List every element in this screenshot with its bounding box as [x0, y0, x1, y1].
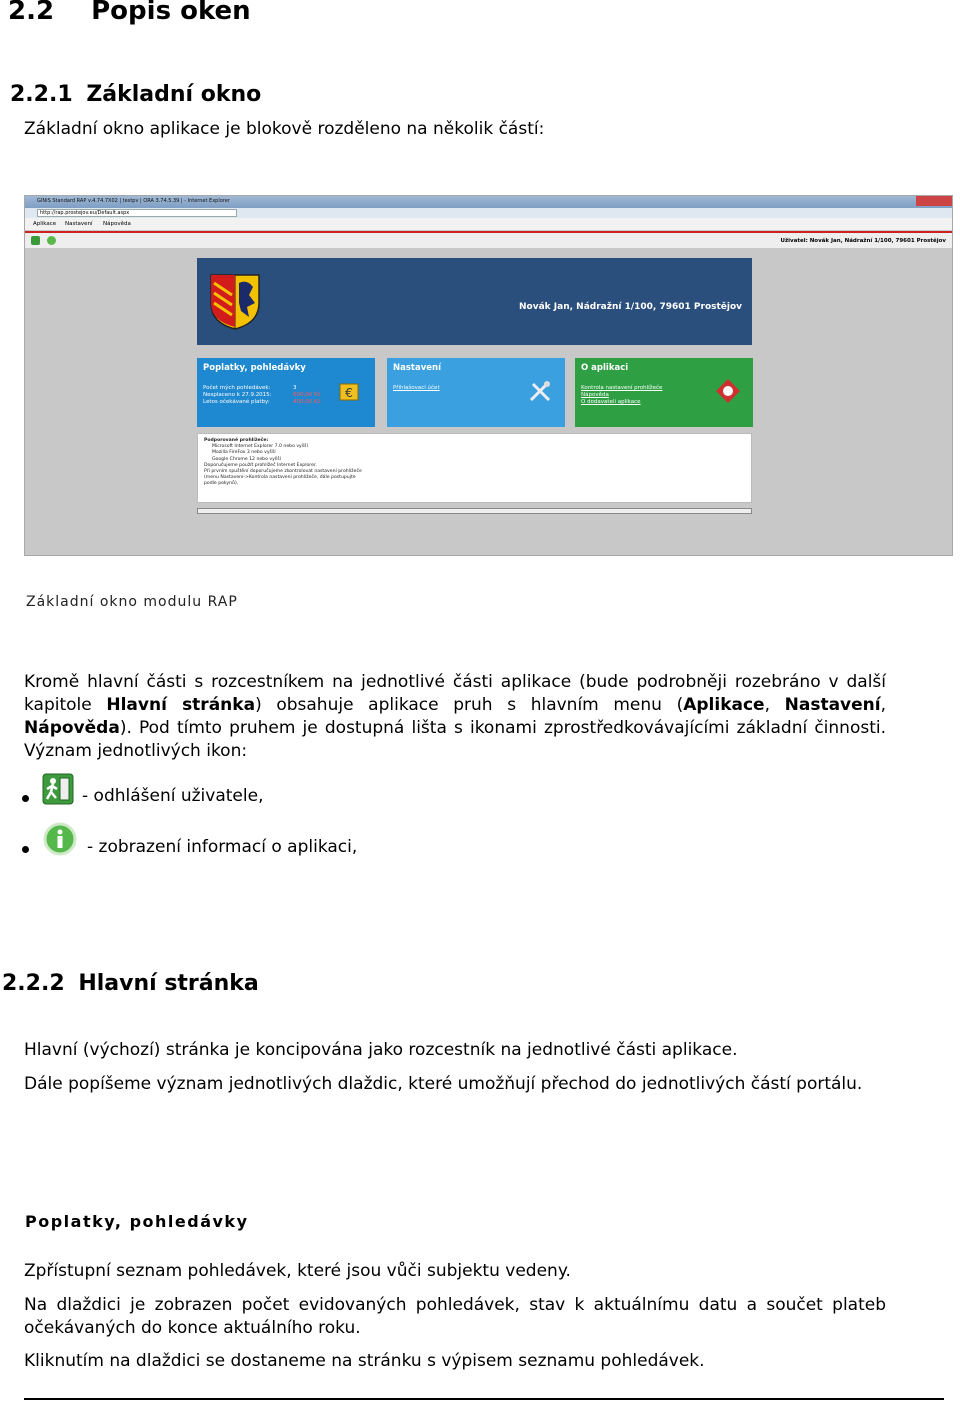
tile-o-aplikaci	[575, 358, 753, 427]
info-note: (menu Nastavení->Kontrola nastavení prohlížeče, dále postupujte	[204, 475, 356, 481]
heading-2-2	[8, 0, 251, 26]
menu-aplikace: Aplikace	[33, 221, 57, 227]
svg-text:€: €	[345, 386, 353, 400]
tile-poplatky	[197, 358, 375, 427]
window-controls	[916, 196, 952, 206]
tools-icon	[527, 378, 553, 404]
window-title: GINIS Standard RAP v.4.74.7X02 | testpv | ORA 3.74.5.39 | - Internet Explorer	[37, 198, 230, 204]
info-item: Microsoft Internet Explorer 7.0 nebo vyšší	[212, 444, 308, 450]
browser-titlebar	[25, 196, 952, 208]
tile-value: 400,00 Kč	[293, 399, 321, 405]
tile-line: Nápověda	[581, 392, 609, 398]
paragraph-5: Na dlaždici je zobrazen počet evidovaných pohledávek, stav k aktuálnímu datu a součet plateb očekávaných do konce aktuálního roku.	[24, 1295, 886, 1338]
text: ,	[880, 695, 887, 715]
section-number: 2.2.2	[2, 971, 65, 996]
tile-value: 600,00 Kč	[293, 392, 321, 398]
section-number: 2.2.1	[10, 82, 73, 107]
info-icon	[43, 822, 77, 856]
info-note: podle pokynů).	[204, 481, 239, 487]
money-icon	[337, 378, 363, 404]
bullet	[22, 846, 29, 853]
paragraph-2: Hlavní (výchozí) stránka je koncipována jako rozcestník na jednotlivé části aplikace.	[24, 1040, 738, 1060]
tile-value: 3	[293, 385, 297, 391]
section-title: Hlavní stránka	[78, 971, 259, 996]
menu-nastaveni: Nastavení	[65, 221, 93, 227]
user-label: Uživatel: Novák Jan, Nádražní 1/100, 79601 Prostějov	[780, 238, 946, 244]
tile-line: Kontrola nastavení prohlížeče	[581, 385, 663, 391]
info-note: Doporučujeme použít prohlížeč Internet Explorer.	[204, 462, 317, 468]
banner-user: Novák Jan, Nádražní 1/100, 79601 Prostějov	[519, 302, 743, 312]
app-menubar	[25, 218, 952, 231]
bold-text: Nastavení	[784, 695, 881, 715]
tile-title: O aplikaci	[581, 363, 629, 373]
text: Kromě hlavní části s rozcestníkem na jednotlivé části aplikace (bude podrobněji rozebráno v další kapitole	[24, 672, 886, 715]
section-heading-2-2-2	[2, 971, 259, 996]
crest-icon	[209, 273, 261, 331]
logout-icon	[42, 773, 74, 805]
paragraph-1	[24, 671, 886, 763]
heading-title: Popis oken	[91, 0, 251, 26]
section-title: Základní okno	[86, 82, 262, 107]
text: ) obsahuje aplikace pruh s hlavním menu (	[255, 695, 684, 715]
info-title: Podporované prohlížeče:	[204, 438, 269, 443]
figure-caption: Základní okno modulu RAP	[26, 594, 238, 610]
paragraph-4: Zpřístupní seznam pohledávek, které jsou vůči subjektu vedeny.	[24, 1261, 571, 1281]
text: ). Pod tímto pruhem je dostupná lišta s ikonami zprostředkovávajícími základní činnosti. Význam jednotlivých ikon:	[24, 718, 886, 761]
bold-text: Hlavní stránka	[106, 695, 256, 715]
horizontal-scrollbar	[197, 508, 752, 514]
subsection-title: Poplatky, pohledávky	[25, 1212, 249, 1231]
info-desc: - zobrazení informací o aplikaci,	[87, 837, 358, 857]
logout-icon	[31, 236, 40, 245]
info-item: Google Chrome 12 nebo vyšší	[212, 456, 281, 462]
intro-text: Základní okno aplikace je blokově rozděleno na několik částí:	[24, 119, 545, 139]
supported-browsers-box	[197, 433, 752, 503]
info-item: Mozilla FireFox 3 nebo vyšší	[212, 450, 276, 456]
tile-line: O dodavateli aplikace	[581, 399, 641, 405]
help-icon	[715, 378, 741, 404]
tile-title: Poplatky, pohledávky	[203, 363, 306, 373]
paragraph-3: Dále popíšeme význam jednotlivých dlaždic, které umožňují přechod do jednotlivých částí portálu.	[24, 1074, 863, 1094]
text: ,	[764, 695, 785, 715]
tile-line: Nesplaceno k 27.9.2015:	[203, 392, 272, 398]
paragraph-6: Kliknutím na dlaždici se dostaneme na stránku s výpisem seznamu pohledávek.	[24, 1351, 705, 1371]
menu-napoveda: Nápověda	[103, 221, 131, 227]
tile-line: Počet mých pohledávek:	[203, 385, 271, 391]
url-field: http://rap.prostejov.eu/Default.aspx	[37, 209, 237, 217]
tile-title: Nastavení	[393, 363, 441, 373]
bold-text: Aplikace	[683, 695, 765, 715]
footer-rule	[24, 1398, 944, 1400]
tile-line: Letos očekávané platby:	[203, 399, 270, 405]
app-screenshot	[24, 195, 953, 556]
tile-line: Přihlašovací účet	[393, 385, 440, 391]
heading-number: 2.2	[8, 0, 55, 26]
info-icon	[47, 236, 56, 245]
logout-desc: - odhlášení uživatele,	[82, 786, 264, 806]
banner	[197, 258, 752, 345]
info-note: Při prvním spuštění doporučujeme zkontrolovat nastavení prohlížeče	[204, 469, 362, 475]
tile-nastaveni	[387, 358, 565, 427]
section-heading-2-2-1	[10, 82, 261, 107]
address-bar	[25, 208, 952, 218]
bullet	[22, 795, 29, 802]
bold-text: Nápověda	[24, 718, 120, 738]
